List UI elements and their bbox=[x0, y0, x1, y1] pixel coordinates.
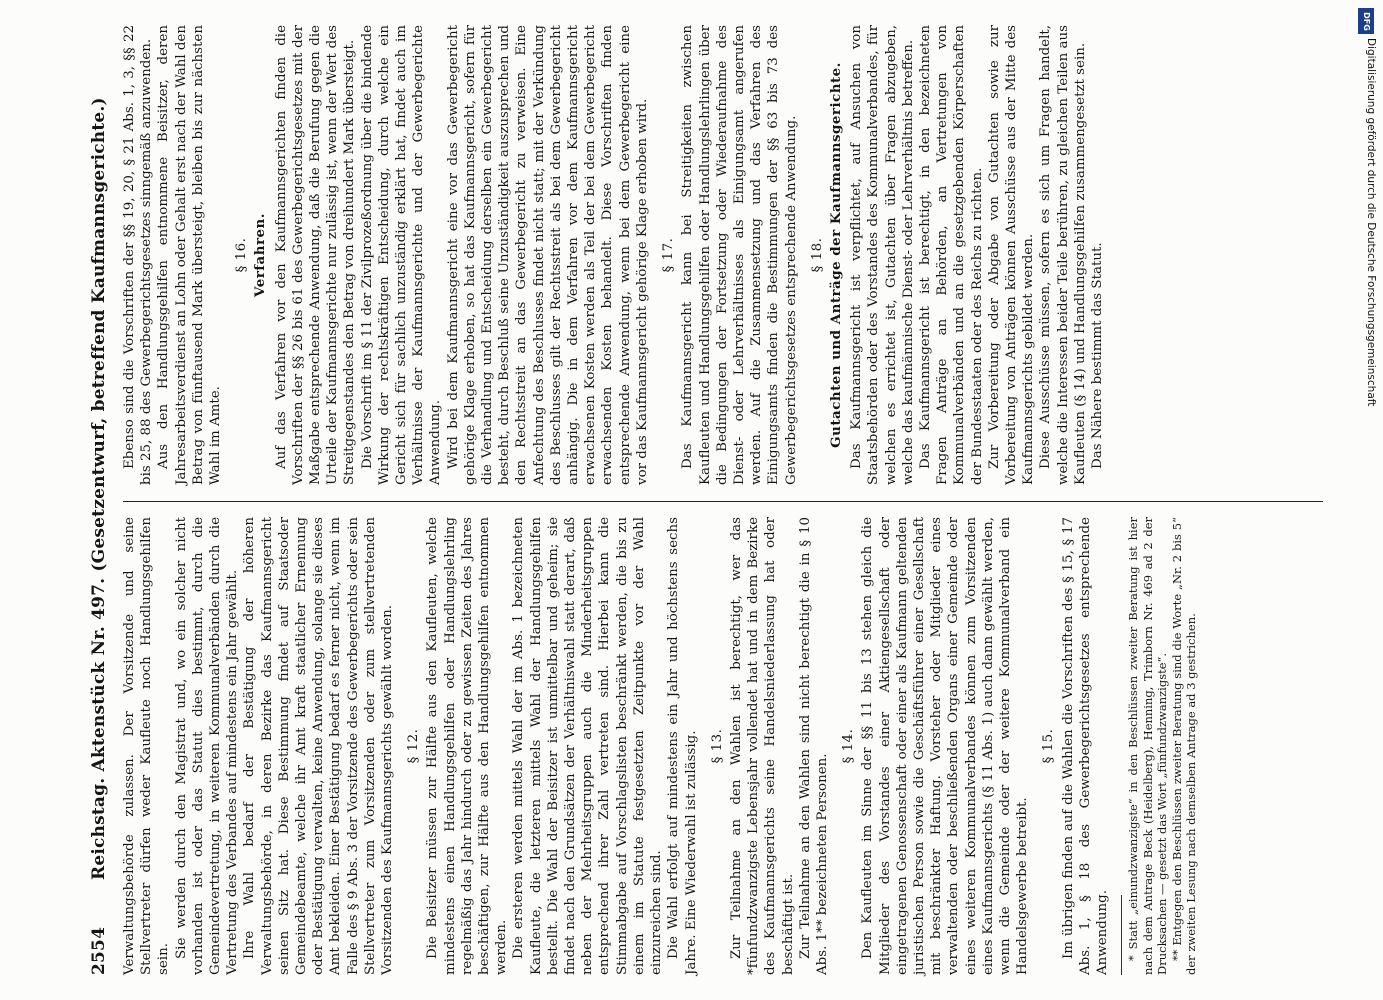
section-heading: Verfahren. bbox=[252, 213, 269, 297]
footnote: * Statt „einundzwanzigste“ in den Beschlüssen zweiter Beratung ist hier nach dem Antrage Beck (Heidelberg), Henning, Trimborn Nr. 469 ad 2 der Drucksachen — gesetzt das Wort „fünfundzwanzigste“. bbox=[1126, 517, 1170, 975]
paragraph: Sie werden durch den Magistrat und, wo ein solcher nicht vorhanden ist oder das Statut dies bestimmt, durch die Gemeindevertretung, in weiteren Kommunalverbänden durch die Vertretung des Verbandes auf mindestens ein Jahr gewählt. bbox=[173, 517, 241, 975]
paragraph: Die Wahl erfolgt auf mindestens ein Jahr und höchstens sechs Jahre. Eine Wiederwahl ist zulässig. bbox=[666, 517, 699, 975]
text-columns bbox=[121, 25, 1355, 975]
paragraph: Zur Teilnahme an den Wahlen ist berechtigt, wer das *fünfundzwanzigste Lebensjahr vollendet hat und in dem Bezirke des Kaufmannsgerichts seine Handelsniederlassung hat oder beschäftigt ist. bbox=[728, 517, 796, 975]
left-column bbox=[121, 517, 1355, 975]
footnote-divider bbox=[1121, 895, 1122, 975]
paragraph: Die ersteren werden mittels Wahl der im Abs. 1 bezeichneten Kaufleute, die letzteren mittels Wahl der Handlungsgehilfen bestellt. Die Wahl der Beisitzer ist unmittelbar und geheim; sie findet nach den Grundsätzen der Verhältniswahl statt derart, daß neben der Mehrheitsgruppen auch die Minderheitsgruppen entsprechend ihrer Zahl vertreten sind. Hierbei kann die Stimmabgabe auf Vorschlagslisten beschränkt werden, die bis zu einem im Statute festgesetzten Zeitpunkte vor der Wahl einzureichen sind. bbox=[511, 517, 665, 975]
section-number: § 13. bbox=[709, 728, 725, 764]
paragraph: Ihre Wahl bedarf der Bestätigung der höheren Verwaltungsbehörde, in deren Bezirke das Kaufmannsgericht seinen Sitz hat. Diese Bestimmung findet auf Staatsoder Gemeindebeamte, welche ihr Amt kraft staatlicher Ernennung oder Bestätigung verwalten, keine Anwendung, solange sie dieses Amt bekleiden. Einer Bestätigung bedarf es ferner nicht, wenn im Falle des § 9 Abs. 3 der Vorsitzende des Gewerbegerichts oder sein Stellvertreter zum Vorsitzenden oder zum stellvertretenden Vorsitzenden des Kaufmannsgerichts gewählt worden. bbox=[242, 517, 396, 975]
paragraph: Die Vorschrift im § 11 der Zivilprozeßordnung über die bindende Wirkung der rechtskräftigen Entscheidung, durch welche ein Gericht sich für sachlich unzuständig erklärt hat, findet auch im Verhältnisse der Kaufmannsgerichte und der Gewerbegerichte Anwendung. bbox=[359, 25, 444, 485]
paragraph: Den Kaufleuten im Sinne der §§ 11 bis 13 stehen gleich die Mitglieder des Vorstandes einer Aktiengesellschaft oder eingetragenen Genossenschaft oder einer als Kaufmann geltenden juristischen Person sowie die Geschäftsführer einer Gesellschaft mit beschränkter Haftung. Vorsteher oder Mitglieder eines verwaltenden oder beschließenden Organs einer Gemeinde oder eines weiteren Kommunalverbandes können zum Vorsitzenden eines Kaufmannsgerichts (§ 11 Abs. 1) auch dann gewählt werden, wenn die Gemeinde oder der weitere Kommunalverband ein Handelsgewerbe betreibt. bbox=[860, 517, 1031, 975]
section-number: § 16. bbox=[234, 237, 250, 273]
paragraph: Das Kaufmannsgericht kann bei Streitigkeiten zwischen Kaufleuten und Handlungsgehilfen oder Handlungslehrlingen über die Bedingungen der Fortsetzung oder Wiederaufnahme des Dienst- oder Lehrverhältnisses als Einigungsamt angerufen werden. Auf die Zusammensetzung und das Verfahren des Einigungsamts finden die Bestimmungen der §§ 63 bis 73 des Gewerbegerichtsgesetzes entsprechende Anwendung. bbox=[680, 25, 799, 485]
right-column bbox=[121, 25, 1355, 485]
page-header bbox=[85, 25, 115, 975]
rotated-page-content bbox=[85, 25, 1355, 975]
paragraph: Das Kaufmannsgericht ist verpflichtet, auf Ansuchen von Staatsbehörden oder des Vorstandes des Kommunalverbandes, für welchen es errichtet ist, Gutachten über Fragen abzugeben, welche das kaufmännische Dienst- oder Lehrverhältnis betreffen. bbox=[849, 25, 916, 485]
paragraph: Das Kaufmannsgericht ist berechtigt, in den bezeichneten Fragen Anträge an Behörden, an Vertretungen von Kommunalverbänden und an die gesetzgebenden Körperschaften der Bundesstaaten oder des Reichs zu richten. bbox=[917, 25, 985, 485]
section-number: § 12. bbox=[406, 728, 422, 764]
paragraph: Zur Teilnahme an den Wahlen sind nicht berechtigt die in § 10 Abs. 1** bezeichneten Personen. bbox=[797, 517, 830, 975]
paragraph: Wird bei dem Kaufmannsgericht eine vor das Gewerbegericht gehörige Klage erhoben, so hat das Kaufmannsgericht, sofern für die Verhandlung und Entscheidung derselben ein Gewerbegericht besteht, durch Beschluß seine Unzuständigkeit auszusprechen und den Rechtsstreit an das Gewerbegericht zu verweisen. Eine Anfechtung des Beschlusses findet nicht statt; mit der Verkündung des Beschlusses gilt der Rechtsstreit als bei dem Gewerbegericht anhängig. Die in dem Verfahren vor dem Kaufmannsgericht erwachsenen Kosten werden als Teil der bei dem Gewerbegericht erwachsenden Kosten behandelt. Diese Vorschriften finden entsprechende Anwendung, wenn bei dem Gewerbegericht eine vor das Kaufmannsgericht gehörige Klage erhoben wird. bbox=[445, 25, 650, 485]
section-number: § 14. bbox=[841, 728, 857, 764]
paragraph: Diese Ausschüsse müssen, sofern es sich um Fragen handelt, welche die Interessen beider Teile berühren, zu gleichen Teilen aus Kaufleuten (§ 14) und Handlungsgehilfen zusammengesetzt sein. bbox=[1038, 25, 1088, 485]
dfg-logo-text: DFG bbox=[1361, 11, 1371, 31]
paragraph: Aus den Handlungsgehilfen entnommene Beisitzer, deren Jahresarbeitsverdienst an Lohn oder Gehalt erst nach der Wahl den Betrag von fünftausend Mark übersteigt, bleiben bis zur nächsten Wahl im Amte. bbox=[156, 25, 224, 485]
section-number: § 15. bbox=[1041, 728, 1057, 764]
paragraph: Zur Vorbereitung oder Abgabe von Gutachten sowie zur Vorbereitung von Anträgen können Ausschüsse aus der Mitte des Kaufmannsgerichts gebildet werden. bbox=[986, 25, 1037, 485]
footnotes bbox=[1121, 517, 1199, 975]
digitization-credit: Digitalisierung gefördert durch die Deutsche Forschungsgemeinschaft bbox=[1365, 38, 1377, 407]
paragraph: Verwaltungsbehörde zulassen. Der Vorsitzende und seine Stellvertreter dürfen weder Kaufleute noch Handlungsgehilfen sein. bbox=[122, 517, 172, 975]
footnote: ** Entgegen den Beschlüssen zweiter Beratung sind die Worte „Nr. 2 bis 5“ der zweiten Lesung nach demselben Antrage ad 3 gestrichen. bbox=[1169, 517, 1199, 975]
paragraph: Das Nähere bestimmt das Statut. bbox=[1089, 242, 1105, 469]
page-number: 2554 bbox=[89, 926, 109, 975]
section-heading: Gutachten und Anträge der Kaufmannsgerichte. bbox=[827, 62, 844, 448]
page-title: Reichstag. Aktenstück Nr. 497. (Gesetzentwurf, betreffend Kaufmannsgerichte.) bbox=[89, 97, 109, 880]
paragraph: Die Beisitzer müssen zur Hälfte aus den Kaufleuten, welche mindestens einen Handlungsgehilfen oder Handlungslehrling regelmäßig das Jahr hindurch oder zu gewissen Zeiten des Jahres beschäftigen, zur Hälfte aus den Handlungsgehilfen entnommen werden. bbox=[425, 517, 510, 975]
digitization-sidebar bbox=[1355, 8, 1377, 988]
section-number: § 18. bbox=[809, 237, 825, 273]
paragraph: Im übrigen finden auf die Wahlen die Vorschriften des § 15, § 17 Abs. 1, § 18 des Gewerbegerichtsgesetzes entsprechende Anwendung. bbox=[1060, 517, 1110, 975]
paragraph: Ebenso sind die Vorschriften der §§ 19, 20, § 21 Abs. 1, 3, §§ 22 bis 25, 88 des Gewerbegerichtsgesetzes sinngemäß anzuwenden. bbox=[122, 25, 155, 485]
column-divider bbox=[123, 501, 1323, 502]
section-number: § 17. bbox=[661, 237, 677, 273]
paragraph: Auf das Verfahren vor den Kaufmannsgerichten finden die Vorschriften der §§ 26 bis 61 des Gewerbegerichtsgesetzes mit der Maßgabe entsprechende Anwendung, daß die Berufung gegen die Urteile der Kaufmannsgerichte nur zulässig ist, wenn der Wert des Streitgegenstandes den Betrag von dreihundert Mark übersteigt. bbox=[273, 25, 358, 485]
dfg-logo bbox=[1358, 8, 1374, 34]
